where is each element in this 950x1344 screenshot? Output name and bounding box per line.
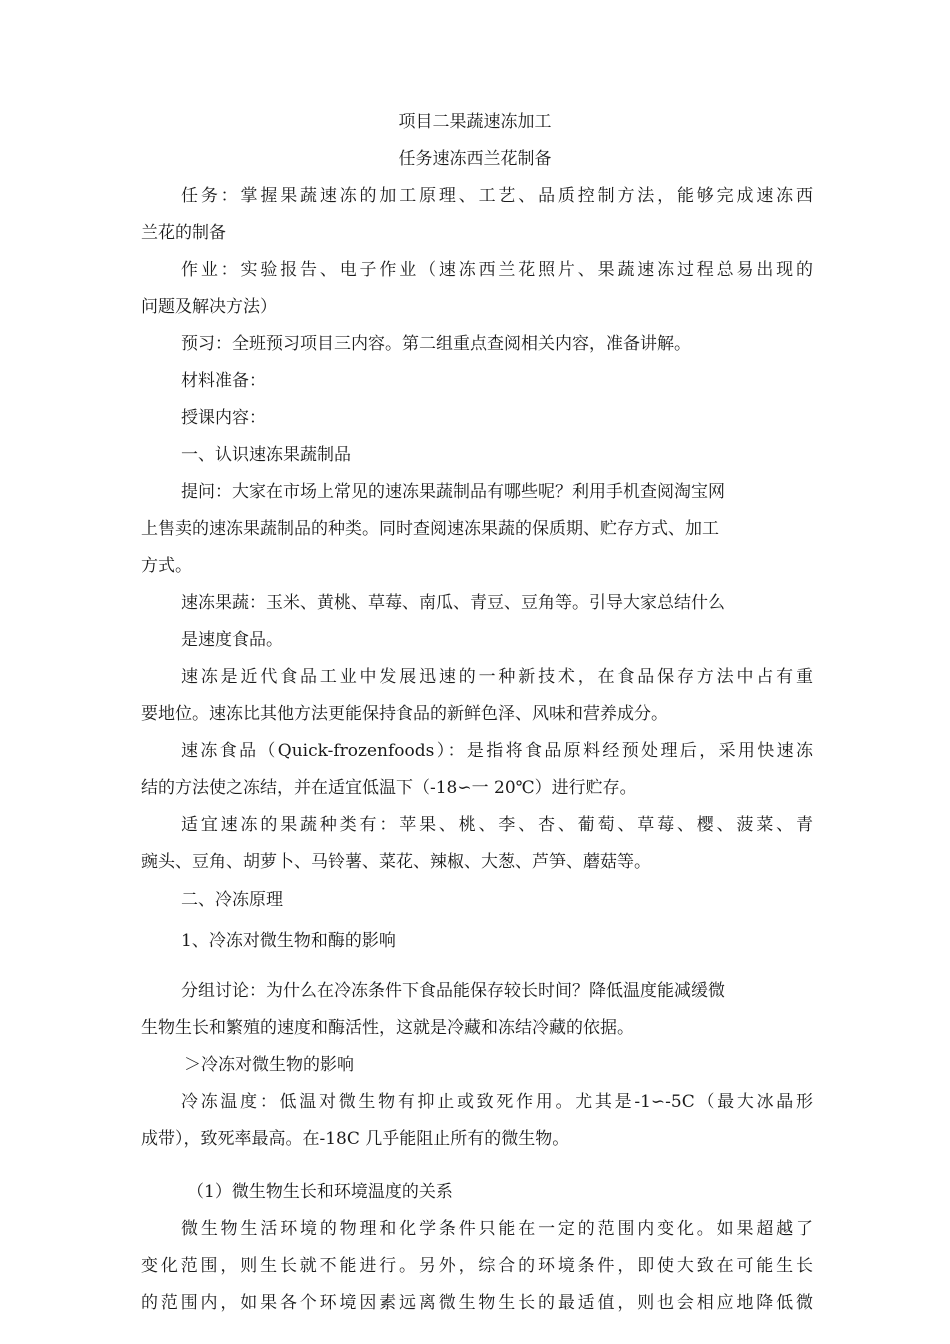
- suitable-line-2: 豌头、豆角、胡萝卜、马铃薯、菜花、辣椒、大葱、芦笋、蘑菇等。: [141, 852, 651, 872]
- discussion-line-2: 生物生长和繁殖的速度和酶活性，这就是冷藏和冻结冷藏的依据。: [141, 1018, 634, 1038]
- doc-subtitle: 任务速冻西兰花制备: [398, 149, 552, 169]
- task-line-2: 兰花的制备: [141, 223, 226, 243]
- bullet-item: ＞冷冻对微生物的影响: [184, 1055, 354, 1075]
- content-label: 授课内容：: [181, 408, 266, 428]
- temperature-line-2: 成带），致死率最高。在-18C 几乎能阻止所有的微生物。: [141, 1129, 570, 1149]
- environment-line-2: 变化范围，则生长就不能进行。另外，综合的环境条件，即使大致在可能生长: [141, 1256, 813, 1276]
- question-line-3: 方式。: [141, 556, 192, 576]
- temperature-line-1: 冷冻温度：低温对微生物有抑止或致死作用。尤其是-1∽-5C（最大冰晶形: [181, 1092, 813, 1112]
- intro-line-1: 速冻是近代食品工业中发展迅速的一种新技术，在食品保存方法中占有重: [181, 667, 813, 687]
- materials-line: 材料准备：: [181, 371, 266, 391]
- question-line-2: 上售卖的速冻果蔬制品的种类。同时查阅速冻果蔬的保质期、贮存方式、加工: [141, 519, 719, 539]
- discussion-line-1: 分组讨论：为什么在冷冻条件下食品能保存较长时间？降低温度能减缓微: [181, 981, 725, 1001]
- subsection-heading-2: （1）微生物生长和环境温度的关系: [187, 1182, 453, 1202]
- suitable-line-1: 适宜速冻的果蔬种类有：苹果、桃、李、杏、葡萄、草莓、樱、菠菜、青: [181, 815, 813, 835]
- examples-line-2: 是速度食品。: [181, 630, 283, 650]
- subsection-heading-1: 1、冷冻对微生物和酶的影响: [181, 931, 396, 951]
- definition-line-2: 结的方法使之冻结，并在适宜低温下（-18∽一 20℃）进行贮存。: [141, 778, 637, 798]
- homework-line-1: 作业：实验报告、电子作业（速冻西兰花照片、果蔬速冻过程总易出现的: [181, 260, 813, 280]
- examples-line-1: 速冻果蔬：玉米、黄桃、草莓、南瓜、青豆、豆角等。引导大家总结什么: [181, 593, 725, 613]
- question-line-1: 提问：大家在市场上常见的速冻果蔬制品有哪些呢？利用手机查阅淘宝网: [181, 482, 725, 502]
- environment-line-3: 的范围内，如果各个环境因素远离微生物生长的最适值，则也会相应地降低微: [141, 1293, 813, 1313]
- definition-line-1: 速冻食品（Quick-frozenfoods）：是指将食品原料经预处理后，采用快速冻: [181, 741, 813, 761]
- section-heading-1: 一、认识速冻果蔬制品: [181, 445, 351, 465]
- preview-line: 预习：全班预习项目三内容。第二组重点查阅相关内容，准备讲解。: [181, 334, 691, 354]
- environment-line-1: 微生物生活环境的物理和化学条件只能在一定的范围内变化。如果超越了: [181, 1219, 813, 1239]
- homework-line-2: 问题及解决方法）: [141, 297, 277, 317]
- task-line-1: 任务：掌握果蔬速冻的加工原理、工艺、品质控制方法，能够完成速冻西: [181, 186, 813, 206]
- doc-title: 项目二果蔬速冻加工: [398, 112, 552, 132]
- section-heading-2: 二、冷冻原理: [181, 890, 283, 910]
- intro-line-2: 要地位。速冻比其他方法更能保持食品的新鲜色泽、风味和营养成分。: [141, 704, 668, 724]
